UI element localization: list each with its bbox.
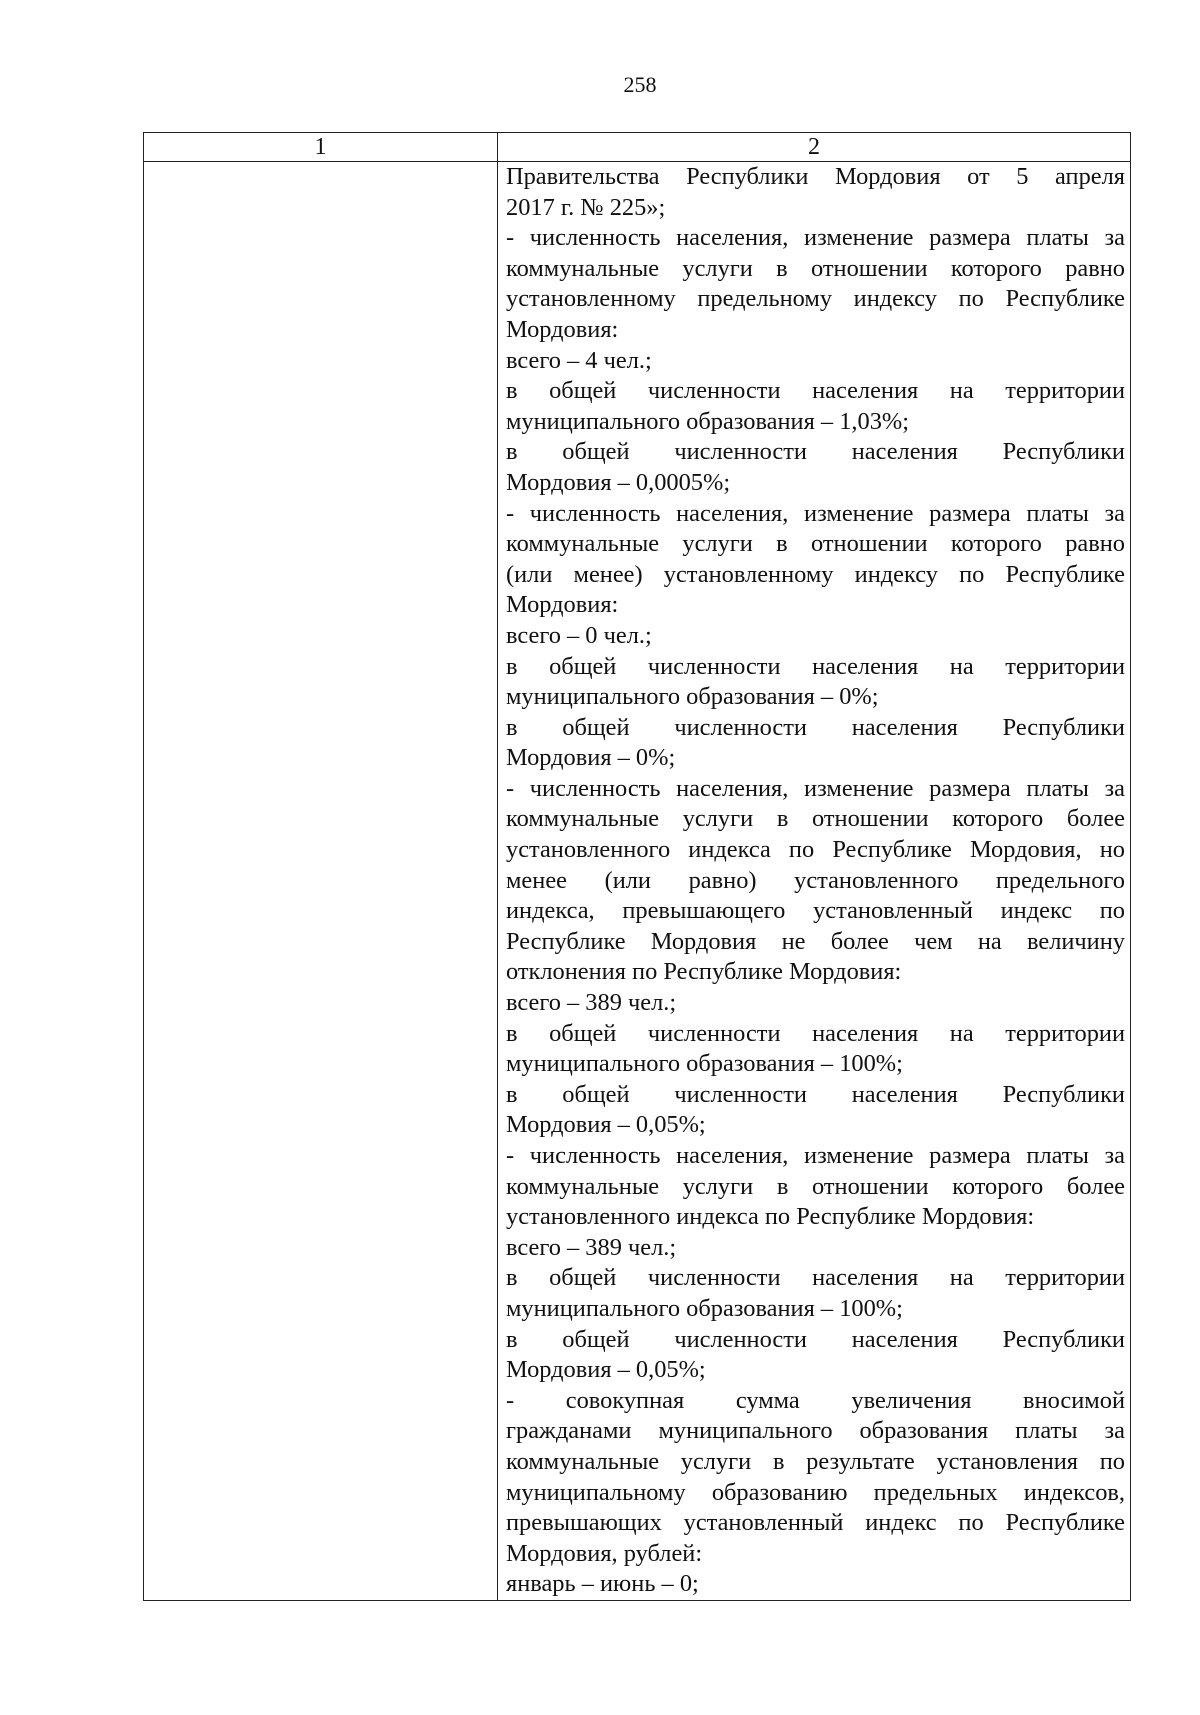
text-line: - численность населения, изменение размера платы за	[506, 499, 1125, 527]
text-line: Мордовия, рублей:	[506, 1539, 703, 1567]
text-line: установленному предельному индексу по Республике	[506, 285, 1125, 313]
text-line: - численность населения, изменение размера платы за	[506, 224, 1125, 252]
text-line: Мордовия:	[506, 315, 619, 343]
text-line: отклонения по Республике Мордовия:	[506, 958, 902, 986]
text-line: 2017 г. № 225»;	[506, 193, 666, 221]
text-line: всего – 4 чел.;	[506, 346, 652, 374]
text-line: всего – 0 чел.;	[506, 621, 652, 649]
text-line: в общей численности населения на территории	[506, 652, 1125, 680]
text-line: менее (или равно) установленного предельного	[506, 866, 1125, 894]
text-line: гражданами муниципального образования платы за	[506, 1417, 1125, 1445]
text-line: в общей численности населения Республики	[506, 1080, 1125, 1108]
text-line: коммунальные услуги в отношении которого более	[506, 1172, 1125, 1200]
text-line: январь – июнь – 0;	[506, 1570, 699, 1598]
text-line: Мордовия – 0,05%;	[506, 1356, 706, 1384]
text-line: муниципального образования – 0%;	[506, 683, 879, 711]
text-line: муниципального образования – 100%;	[506, 1294, 903, 1322]
text-line: - численность населения, изменение размера платы за	[506, 774, 1125, 802]
text-line: коммунальные услуги в результате установления по	[506, 1447, 1125, 1475]
text-line: установленного индекса по Республике Мордовия, но	[506, 836, 1125, 864]
text-line: Мордовия:	[506, 591, 619, 619]
text-line: в общей численности населения Республики	[506, 713, 1125, 741]
text-line: всего – 389 чел.;	[506, 1233, 677, 1261]
document-table	[143, 132, 1131, 1601]
text-line: Мордовия – 0,0005%;	[506, 468, 731, 496]
text-line: коммунальные услуги в отношении которого более	[506, 805, 1125, 833]
text-line: - численность населения, изменение размера платы за	[506, 1142, 1125, 1169]
text-line: индекса, превышающего установленный индекс по	[506, 897, 1125, 925]
text-line: превышающих установленный индекс по Республике	[506, 1509, 1125, 1537]
column-2-cell	[498, 162, 1131, 1601]
column-header-2: 2	[498, 133, 1131, 162]
text-line: в общей численности населения на территории	[506, 377, 1125, 405]
text-line: муниципального образования – 100%;	[506, 1050, 903, 1078]
text-line: Правительства Республики Мордовия от 5 апреля	[506, 163, 1125, 190]
text-line: Республике Мордовия не более чем на величину	[506, 927, 1125, 955]
text-line: в общей численности населения на территории	[506, 1019, 1125, 1047]
text-line: всего – 389 чел.;	[506, 989, 677, 1017]
text-line: муниципальному образованию предельных индексов,	[506, 1478, 1125, 1506]
column-2-text	[506, 162, 1125, 1600]
text-line: муниципального образования – 1,03%;	[506, 407, 909, 435]
text-line: - совокупная сумма увеличения вносимой	[506, 1386, 1125, 1414]
text-line: в общей численности населения на территории	[506, 1264, 1125, 1292]
text-line: установленного индекса по Республике Мордовия:	[506, 1203, 1035, 1231]
table-body-row	[144, 162, 1131, 1601]
page-number: 258	[623, 72, 657, 97]
table-header-row	[144, 133, 1131, 162]
column-header-1: 1	[144, 133, 498, 162]
column-1-cell	[144, 162, 498, 1601]
text-line: (или менее) установленному индексу по Республике	[506, 560, 1125, 588]
text-line: Мордовия – 0,05%;	[506, 1111, 706, 1139]
text-line: коммунальные услуги в отношении которого равно	[506, 530, 1125, 558]
text-line: коммунальные услуги в отношении которого равно	[506, 254, 1125, 282]
text-line: в общей численности населения Республики	[506, 1325, 1125, 1353]
text-line: в общей численности населения Республики	[506, 438, 1125, 466]
text-line: Мордовия – 0%;	[506, 744, 676, 772]
